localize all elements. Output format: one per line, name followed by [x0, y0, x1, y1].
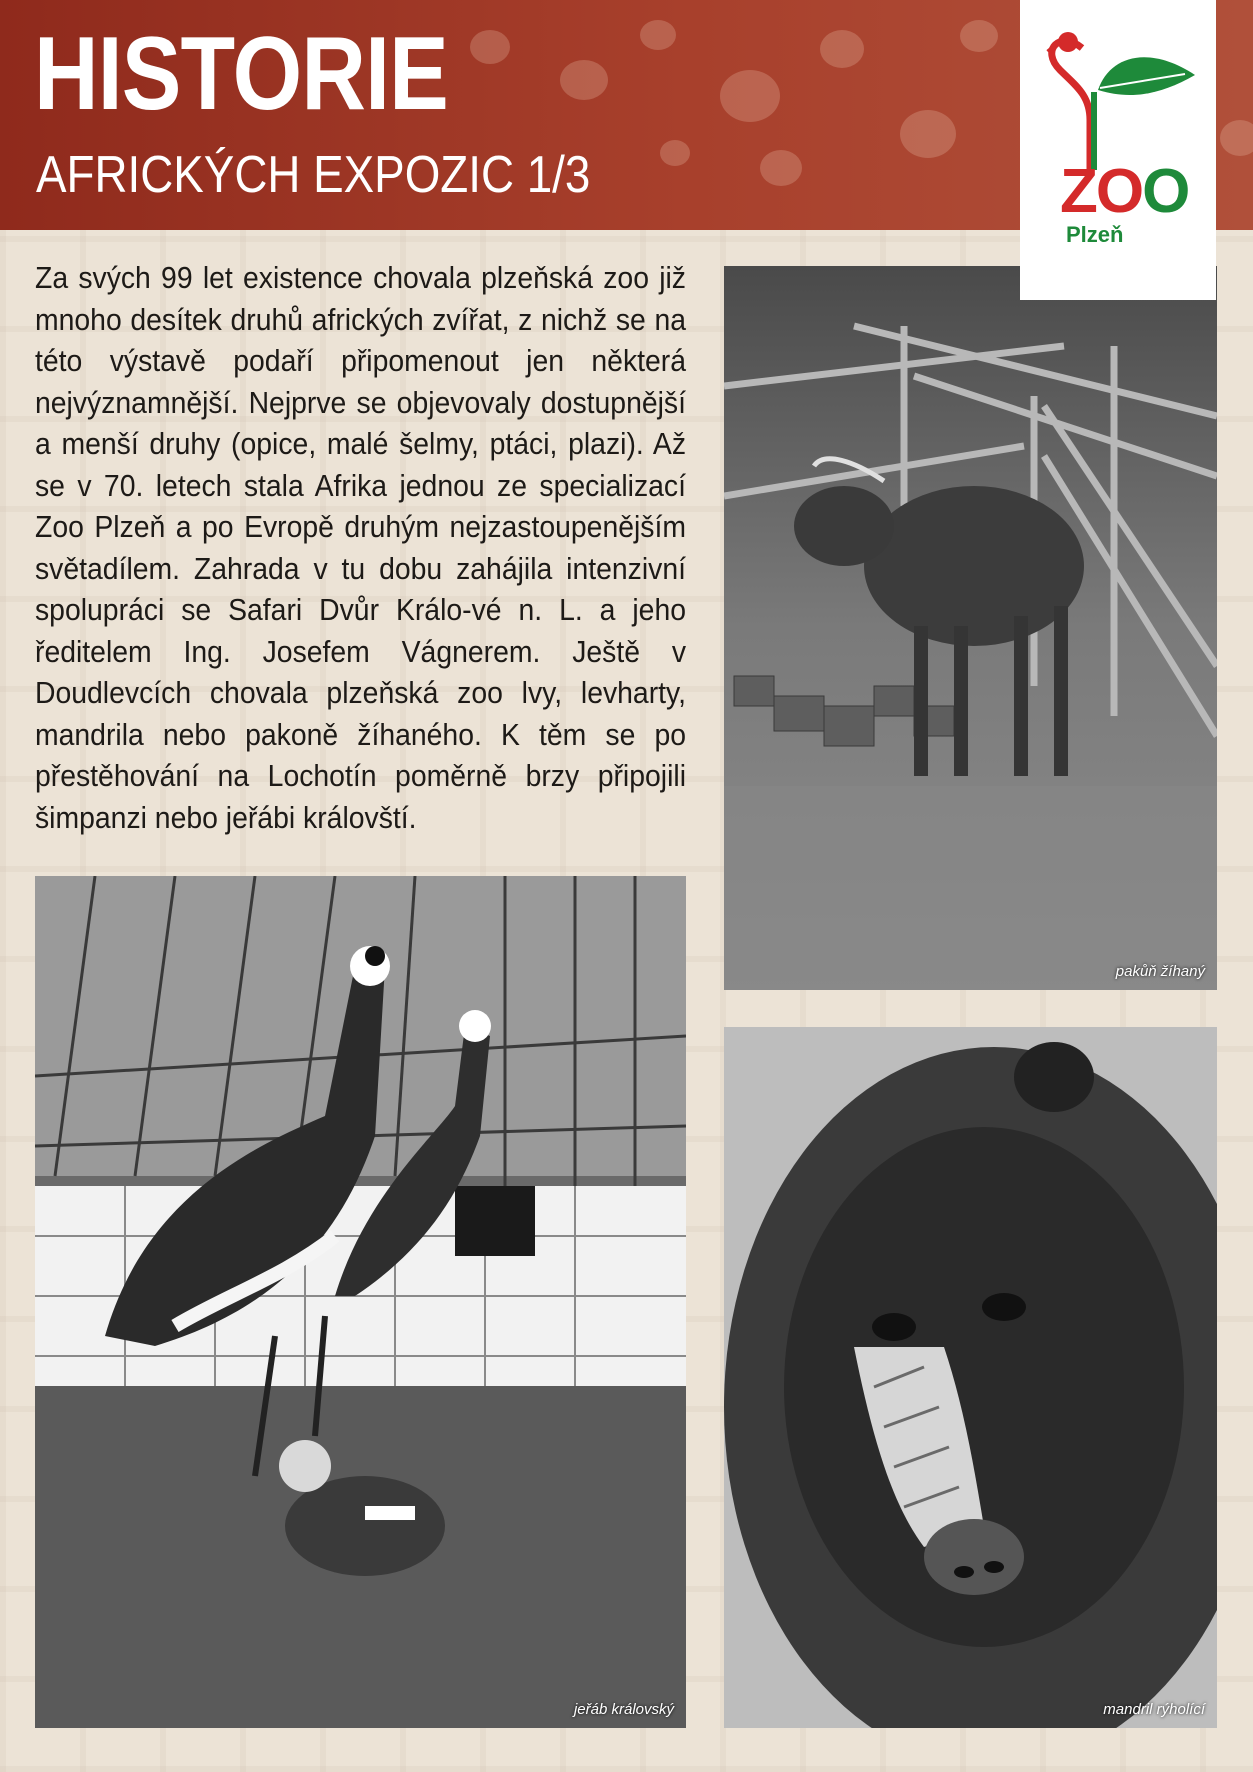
caption-wildebeest: pakůň žíhaný [1115, 963, 1205, 980]
paw-print-decoration [960, 20, 998, 52]
paw-print-decoration [760, 150, 802, 186]
photo-wildebeest [724, 266, 1217, 990]
caption-mandrill: mandril rýholící [1103, 1701, 1205, 1718]
paw-print-decoration [900, 110, 956, 158]
zoo-logo [1020, 0, 1216, 300]
photo-mandrill [724, 1027, 1217, 1728]
paw-print-decoration [640, 20, 676, 50]
logo-wordmark: ZOO [1060, 157, 1189, 226]
caption-crowned-crane: jeřáb královský [573, 1701, 674, 1718]
paw-print-decoration [1220, 120, 1253, 156]
page-title: HISTORIE [34, 16, 448, 132]
intro-paragraph: Za svých 99 let existence chovala plzeňská zoo již mnoho desítek druhů afrických zvířat, z nichž se na této výstavě podaří připomenout jen některá nejvýznamnější. Nejprve se objevovaly dostupnější a menší druhy (opice, malé šelmy, ptáci, plazi). Až se v 70. letech stala Afrika jednou ze specializací Zoo Plzeň a po Evropě druhým nejzastoupenějším světadílem. Zahrada v tu dobu zahájila intenzivní spolupráci se Safari Dvůr Králo-vé n. L. a jeho ředitelem Ing. Josefem Vágnerem. Ještě v Doudlevcích chovala plzeňská zoo lvy, levharty, mandrila nebo pakoně žíhaného. K těm se po přestěhování na Lochotín poměrně brzy připojili šimpanzi nebo jeřábi královští. [35, 261, 686, 835]
paw-print-decoration [470, 30, 510, 64]
flamingo-leaf-icon [1020, 0, 1216, 170]
paw-print-decoration [720, 70, 780, 122]
paw-print-decoration [660, 140, 690, 166]
paw-print-decoration [560, 60, 608, 100]
paw-print-decoration [820, 30, 864, 68]
logo-city: Plzeň [1066, 222, 1124, 247]
photo-crowned-crane [35, 876, 686, 1728]
page-subtitle: AFRICKÝCH EXPOZIC 1/3 [36, 146, 591, 204]
